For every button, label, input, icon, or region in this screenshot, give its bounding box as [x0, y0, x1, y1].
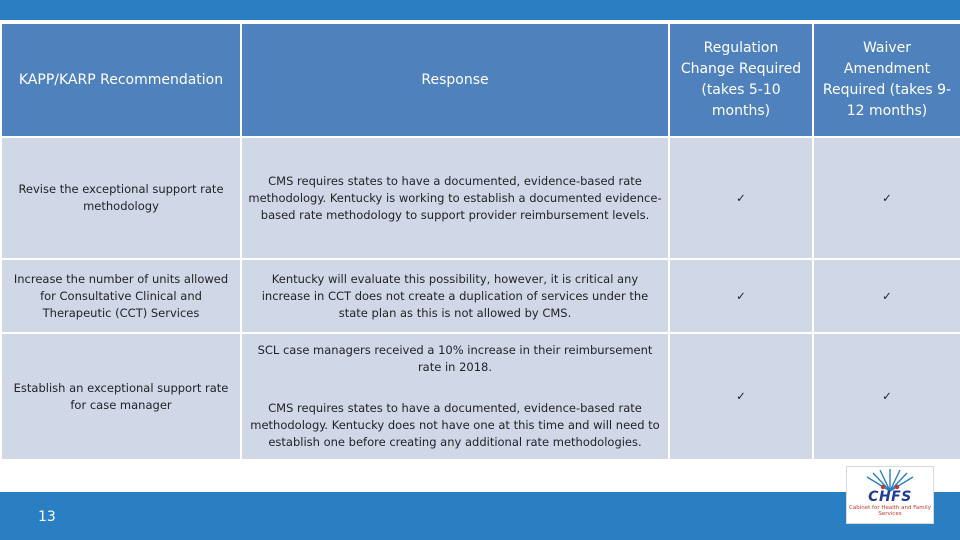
header-waiver-amendment: Waiver Amendment Required (takes 9-12 months)	[813, 23, 960, 137]
waiver-check-icon: ✓	[813, 137, 960, 259]
response-cell	[241, 333, 669, 460]
response-paragraph: SCL case managers received a 10% increase in their reimbursement rate in 2018.	[257, 343, 653, 374]
recommendations-table	[0, 22, 960, 461]
regulation-check-icon: ✓	[669, 333, 813, 460]
header-row	[1, 23, 960, 137]
header-response: Response	[241, 23, 669, 137]
top-bar	[0, 0, 960, 20]
regulation-check-icon: ✓	[669, 137, 813, 259]
recommendation-cell: Increase the number of units allowed for Consultative Clinical and Therapeutic (CCT) Services	[1, 259, 241, 333]
regulation-check-icon: ✓	[669, 259, 813, 333]
recommendation-cell: Establish an exceptional support rate for case manager	[1, 333, 241, 460]
chfs-logo	[846, 466, 934, 524]
slide-number: 13	[38, 509, 56, 525]
response-cell: CMS requires states to have a documented, evidence-based rate methodology. Kentucky is working to establish a documented evidence-based rate methodology to support provider reimbursement levels.	[241, 137, 669, 259]
response-cell: Kentucky will evaluate this possibility, however, it is critical any increase in CCT does not create a duplication of services under the state plan as this is not allowed by CMS.	[241, 259, 669, 333]
recommendation-cell: Revise the exceptional support rate methodology	[1, 137, 241, 259]
waiver-check-icon: ✓	[813, 259, 960, 333]
header-regulation-change: Regulation Change Required (takes 5-10 months)	[669, 23, 813, 137]
waiver-check-icon: ✓	[813, 333, 960, 460]
header-recommendation: KAPP/KARP Recommendation	[1, 23, 241, 137]
table-row	[1, 259, 960, 333]
bottom-bar	[0, 492, 960, 540]
logo-text: CHFS	[868, 489, 912, 505]
response-paragraph: CMS requires states to have a documented, evidence-based rate methodology. Kentucky does not have one at this time and will need to establish one before creating any additional rate methodologies.	[250, 401, 660, 449]
logo-subtext: Cabinet for Health and Family Services	[849, 505, 931, 517]
table-row	[1, 137, 960, 259]
table-row	[1, 333, 960, 460]
